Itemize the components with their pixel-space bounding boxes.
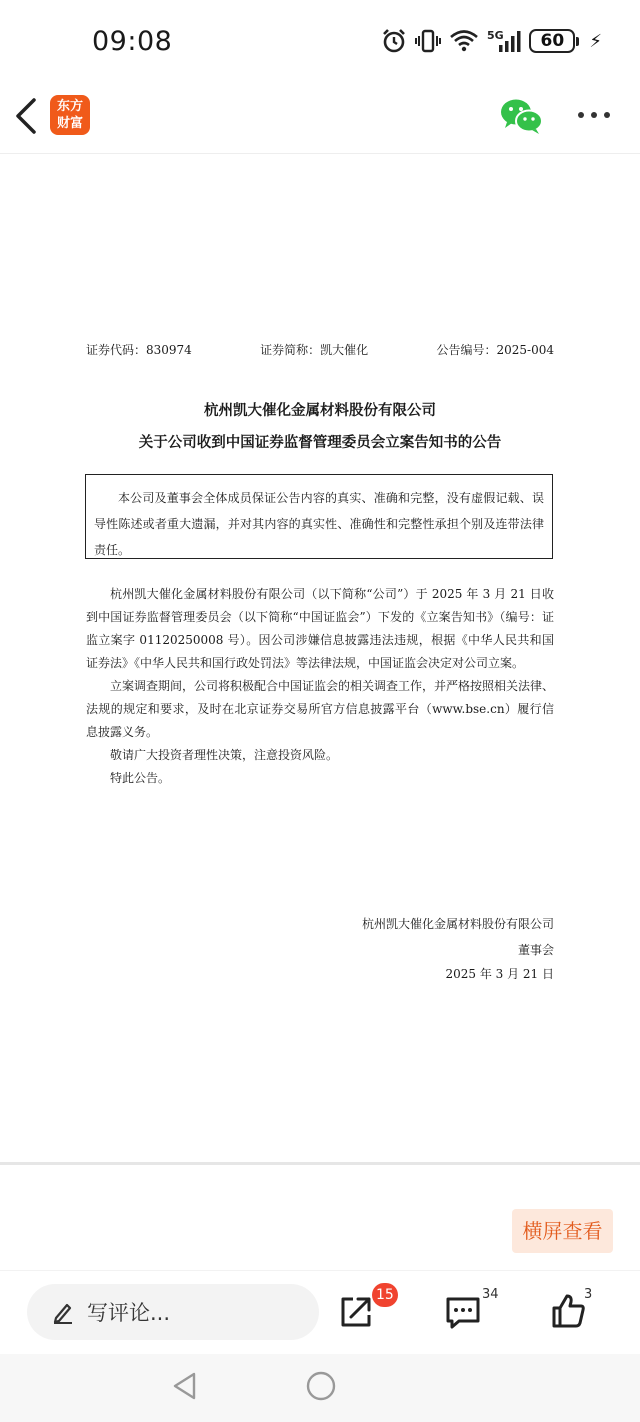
signature-company: 杭州凯大催化金属材料股份有限公司 — [361, 917, 554, 931]
back-button[interactable] — [12, 96, 44, 136]
wechat-icon — [500, 96, 544, 136]
notice-number: 公告编号：2025-004 — [436, 343, 554, 357]
comment-icon — [443, 1291, 483, 1331]
nav-home-button[interactable] — [305, 1370, 337, 1406]
signal-icon — [487, 28, 521, 54]
body-paragraph: 敬请广大投资者理性决策，注意投资风险。 — [110, 748, 339, 762]
nav-back-icon — [170, 1370, 200, 1402]
back-icon — [12, 96, 44, 136]
nav-home-icon — [305, 1370, 337, 1402]
share-icon — [336, 1291, 376, 1331]
thumbs-up-icon — [548, 1291, 588, 1331]
share-count-badge: 15 — [372, 1283, 398, 1307]
network-label: 5G — [487, 29, 505, 42]
security-code: 证券代码：830974 — [86, 343, 192, 357]
document-notice-title: 关于公司收到中国证券监督管理委员会立案告知书的公告 — [138, 435, 502, 451]
charging-icon: ⚡ — [589, 30, 602, 52]
comment-input[interactable] — [27, 1284, 319, 1340]
content-divider — [0, 1162, 640, 1165]
document-meta-row — [86, 341, 554, 358]
battery-level: 60 — [529, 29, 575, 53]
battery-tip — [576, 37, 579, 46]
signature-board: 董事会 — [517, 943, 554, 957]
battery-icon — [529, 29, 579, 53]
app-bar — [0, 84, 640, 154]
more-icon — [574, 102, 614, 128]
system-nav-bar — [0, 1354, 640, 1422]
logo-line-1: 东方 — [56, 99, 83, 114]
more-button[interactable] — [574, 102, 614, 128]
comment-placeholder: 写评论... — [87, 1301, 171, 1325]
wechat-share-button[interactable] — [500, 96, 544, 136]
document-body — [86, 583, 554, 790]
body-paragraph: 杭州凯大催化金属材料股份有限公司（以下简称“公司”）于 2025 年 3 月 21 日收到中国证券监督管理委员会（以下简称“中国证监会”）下发的《立案告知书》（编号：证监立案字 01120250008 号）。因公司涉嫌信息披露违法违规，根据《中华人民共和国证券法》《中华人民共和国行政处罚法》等法律法规，中国证监会决定对公司立案。 — [86, 587, 554, 670]
likes-count: 3 — [584, 1287, 593, 1302]
body-paragraph: 立案调查期间，公司将积极配合中国证监会的相关调查工作，并严格按照相关法律、法规的规定和要求，及时在北京证券交易所官方信息披露平台（www.bse.cn）履行信息披露义务。 — [86, 679, 555, 739]
disclaimer-box: 本公司及董事会全体成员保证公告内容的真实、准确和完整，没有虚假记载、误导性陈述或者重大遗漏，并对其内容的真实性、准确性和完整性承担个别及连带法律责任。 — [85, 474, 553, 559]
alarm-icon — [381, 28, 407, 54]
bottom-action-bar — [0, 1270, 640, 1354]
status-icons — [381, 28, 602, 54]
comments-count: 34 — [482, 1287, 499, 1302]
landscape-view-button[interactable]: 横屏查看 — [512, 1209, 613, 1253]
wifi-icon — [449, 28, 479, 54]
status-bar — [0, 0, 640, 84]
edit-icon — [51, 1300, 75, 1324]
security-abbr: 证券简称：凯大催化 — [260, 343, 369, 357]
signature-date: 2025 年 3 月 21 日 — [445, 967, 554, 981]
announcement-document — [0, 155, 640, 1163]
body-paragraph: 特此公告。 — [110, 771, 171, 785]
status-time: 09:08 — [92, 26, 173, 57]
logo-line-2: 财富 — [56, 116, 83, 131]
app-logo[interactable] — [50, 95, 90, 135]
vibrate-icon — [415, 28, 441, 54]
document-company-title: 杭州凯大催化金属材料股份有限公司 — [204, 403, 436, 419]
nav-back-button[interactable] — [170, 1370, 200, 1406]
